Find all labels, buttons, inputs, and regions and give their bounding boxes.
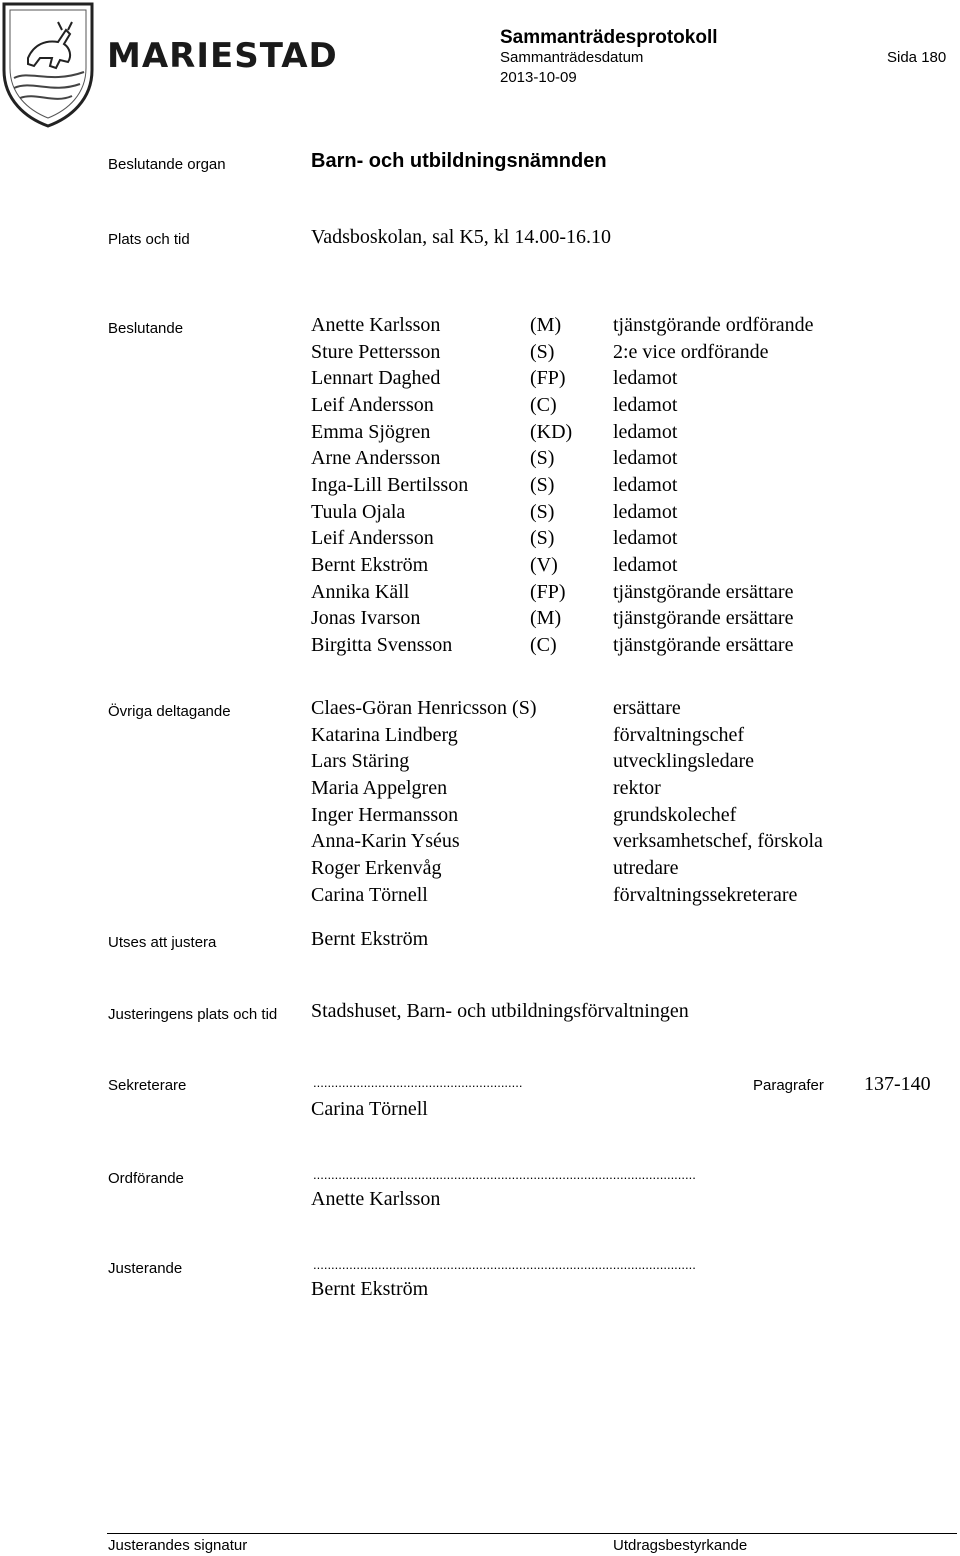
- justerande-name: Bernt Ekström: [311, 1278, 429, 1300]
- list-item: Anette Karlsson (M) tjänstgörande ordförande: [311, 314, 814, 336]
- signature-line: ..........................................................................................................: [313, 1167, 696, 1182]
- signature-line: ..........................................................................................................: [313, 1257, 696, 1272]
- beslutande-label: Beslutande: [108, 320, 184, 337]
- municipality-wordmark: MARIESTAD: [107, 36, 338, 76]
- justerande-label: Justerande: [108, 1260, 183, 1277]
- footer-extract-label: Utdragsbestyrkande: [613, 1537, 748, 1554]
- list-item: Arne Andersson (S) ledamot: [311, 447, 678, 469]
- ordforande-name: Anette Karlsson: [311, 1188, 441, 1210]
- signature-line: ..........................................................: [313, 1075, 523, 1090]
- footer-divider: [107, 1533, 957, 1534]
- list-item: Carina Törnell förvaltningssekreterare: [311, 884, 798, 906]
- list-item: Birgitta Svensson (C) tjänstgörande ersättare: [311, 634, 794, 656]
- list-item: Claes-Göran Henricsson (S) ersättare: [311, 697, 681, 719]
- ordforande-label: Ordförande: [108, 1170, 184, 1187]
- ovriga-label: Övriga deltagande: [108, 703, 231, 720]
- organ-label: Beslutande organ: [108, 156, 226, 173]
- footer-signature-label: Justerandes signatur: [108, 1537, 248, 1554]
- document-title: Sammanträdesprotokoll: [500, 27, 718, 48]
- meeting-date-label: Sammanträdesdatum: [500, 49, 644, 66]
- list-item: Lennart Daghed (FP) ledamot: [311, 367, 678, 389]
- list-item: Roger Erkenvåg utredare: [311, 857, 679, 879]
- list-item: Maria Appelgren rektor: [311, 777, 661, 799]
- place-label: Plats och tid: [108, 231, 190, 248]
- organ-value: Barn- och utbildningsnämnden: [311, 150, 607, 172]
- justering-value: Stadshuset, Barn- och utbildningsförvaltningen: [311, 1000, 689, 1022]
- sekreterare-name: Carina Törnell: [311, 1098, 428, 1120]
- list-item: Emma Sjögren (KD) ledamot: [311, 421, 678, 443]
- list-item: Leif Andersson (C) ledamot: [311, 394, 678, 416]
- list-item: Annika Käll (FP) tjänstgörande ersättare: [311, 581, 794, 603]
- list-item: Inger Hermansson grundskolechef: [311, 804, 737, 826]
- justering-label: Justeringens plats och tid: [108, 1006, 278, 1023]
- place-value: Vadsboskolan, sal K5, kl 14.00-16.10: [311, 226, 611, 248]
- list-item: Katarina Lindberg förvaltningschef: [311, 724, 745, 746]
- paragrafer-label: Paragrafer: [753, 1077, 824, 1094]
- sekreterare-label: Sekreterare: [108, 1077, 187, 1094]
- meeting-date: 2013-10-09: [500, 69, 577, 86]
- list-item: Lars Stäring utvecklingsledare: [311, 750, 755, 772]
- justera-value: Bernt Ekström: [311, 928, 429, 950]
- list-item: Anna-Karin Yséus verksamhetschef, förskola: [311, 830, 823, 852]
- list-item: Tuula Ojala (S) ledamot: [311, 501, 678, 523]
- page-number: Sida 180: [887, 49, 947, 66]
- list-item: Inga-Lill Bertilsson (S) ledamot: [311, 474, 678, 496]
- list-item: Bernt Ekström (V) ledamot: [311, 554, 678, 576]
- list-item: Jonas Ivarson (M) tjänstgörande ersättare: [311, 607, 794, 629]
- justera-label: Utses att justera: [108, 934, 217, 951]
- list-item: Leif Andersson (S) ledamot: [311, 527, 678, 549]
- list-item: Sture Pettersson (S) 2:e vice ordförande: [311, 341, 769, 363]
- paragrafer-value: 137-140: [864, 1073, 931, 1095]
- mariestad-crest-logo: [0, 0, 96, 128]
